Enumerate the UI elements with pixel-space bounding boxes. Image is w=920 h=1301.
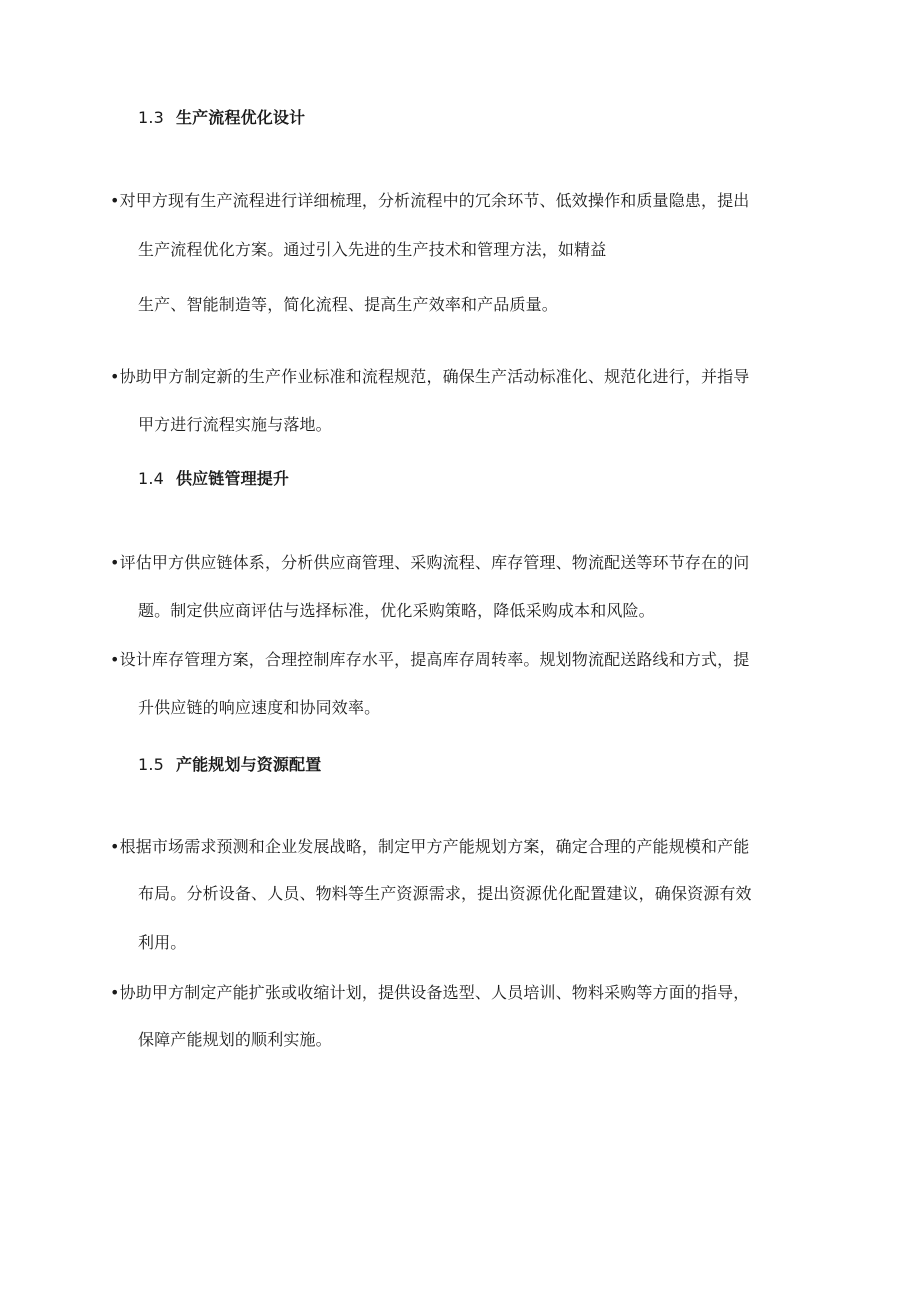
- section-heading-1-5: [138, 755, 321, 775]
- bullet-paragraph: [110, 983, 749, 1003]
- bullet-marker: •: [110, 650, 120, 669]
- paragraph-line: 协助甲方制定新的生产作业标准和流程规范，确保生产活动标准化、规范化进行，并指导: [119, 367, 750, 386]
- paragraph-line: 生产、智能制造等，简化流程、提高生产效率和产品质量。: [138, 295, 558, 314]
- section-heading-1-3: [138, 108, 305, 128]
- section-title: 产能规划与资源配置: [176, 755, 322, 774]
- section-number: 1.5: [138, 755, 164, 774]
- bullet-paragraph: [110, 191, 749, 211]
- paragraph-line: 布局。分析设备、人员、物料等生产资源需求，提出资源优化配置建议，确保资源有效: [138, 884, 752, 903]
- paragraph-line: 甲方进行流程实施与落地。: [138, 415, 332, 434]
- paragraph-line: 设计库存管理方案，合理控制库存水平，提高库存周转率。规划物流配送路线和方式，提: [119, 650, 750, 669]
- paragraph-line: 评估甲方供应链体系，分析供应商管理、采购流程、库存管理、物流配送等环节存在的问: [119, 553, 750, 572]
- paragraph-line: 升供应链的响应速度和协同效率。: [138, 698, 381, 717]
- bullet-paragraph: [110, 650, 749, 670]
- section-title: 供应链管理提升: [176, 469, 290, 488]
- paragraph-line: 协助甲方制定产能扩张或收缩计划，提供设备选型、人员培训、物料采购等方面的指导，: [119, 983, 750, 1002]
- bullet-marker: •: [110, 837, 120, 856]
- bullet-paragraph: [110, 367, 749, 387]
- bullet-marker: •: [110, 553, 120, 572]
- bullet-marker: •: [110, 191, 120, 210]
- paragraph-line: 生产流程优化方案。通过引入先进的生产技术和管理方法，如精益: [138, 240, 607, 259]
- paragraph-line: 题。制定供应商评估与选择标准，优化采购策略，降低采购成本和风险。: [138, 601, 655, 620]
- bullet-marker: •: [110, 983, 120, 1002]
- section-title: 生产流程优化设计: [176, 108, 306, 127]
- paragraph-line: 根据市场需求预测和企业发展战略，制定甲方产能规划方案，确定合理的产能规模和产能: [119, 837, 750, 856]
- paragraph-line: 保障产能规划的顺利实施。: [138, 1030, 332, 1049]
- section-number: 1.3: [138, 108, 164, 127]
- paragraph-line: 对甲方现有生产流程进行详细梳理，分析流程中的冗余环节、低效操作和质量隐患，提出: [119, 191, 750, 210]
- section-heading-1-4: [138, 469, 289, 489]
- section-number: 1.4: [138, 469, 164, 488]
- bullet-paragraph: [110, 837, 749, 857]
- bullet-paragraph: [110, 553, 749, 573]
- paragraph-line: 利用。: [138, 933, 187, 952]
- bullet-marker: •: [110, 367, 120, 386]
